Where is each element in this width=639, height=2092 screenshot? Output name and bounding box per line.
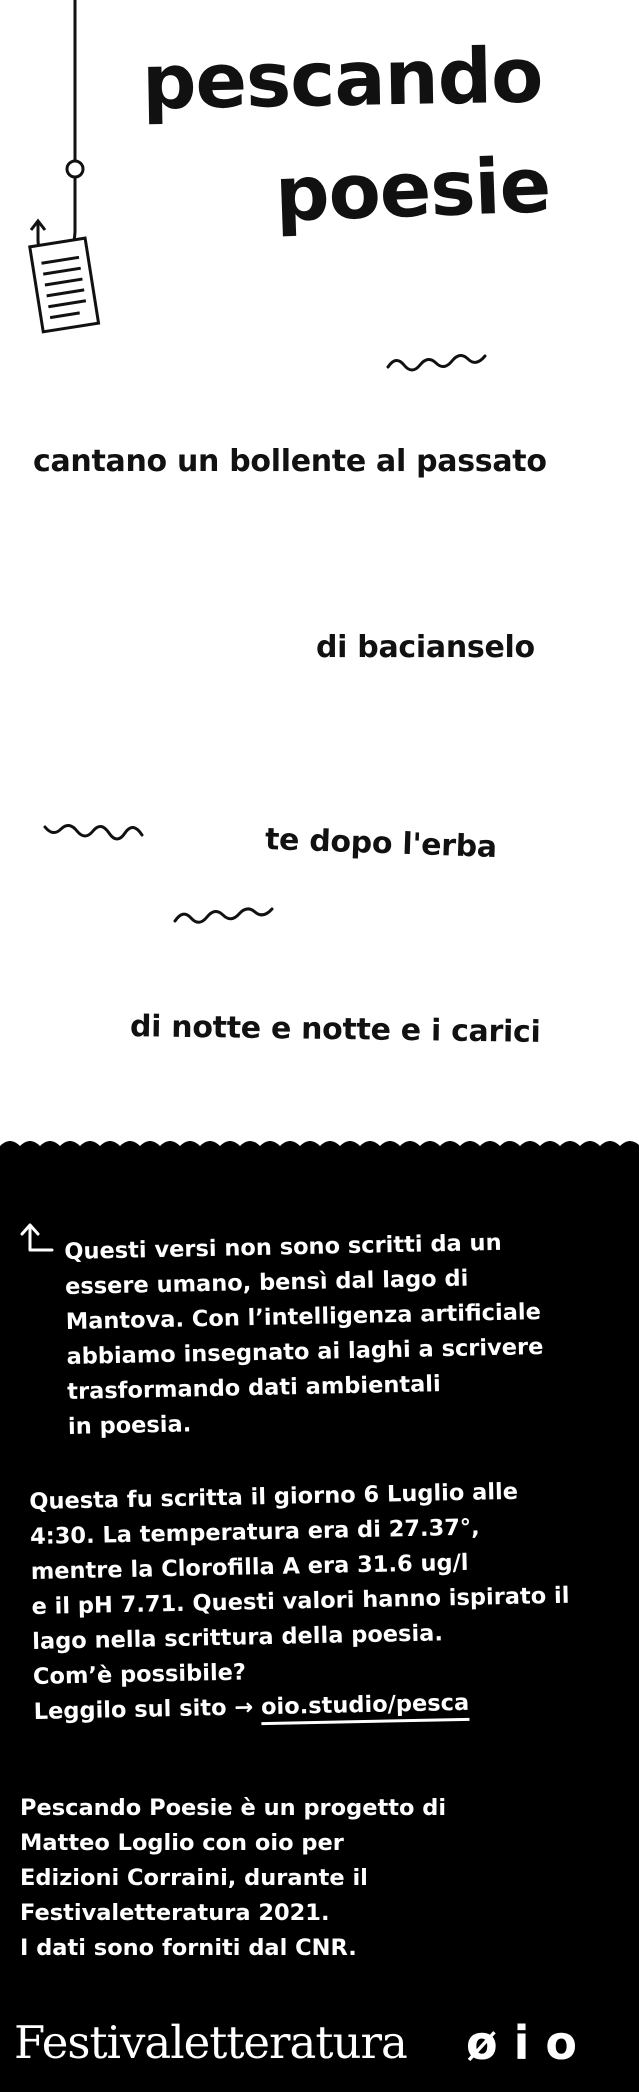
data-line: e il pH 7.71. Questi valori hanno ispirato il: [31, 1582, 570, 1620]
website-link[interactable]: oio.studio/pesca: [260, 1689, 470, 1721]
data-paragraph: [29, 1474, 572, 1730]
verse-line: cantano un bollente al passato: [33, 444, 547, 479]
data-line: Com’è possibile?: [32, 1659, 247, 1690]
credit-line: I dati sono forniti dal CNR.: [20, 1935, 357, 1961]
intro-line: trasformando dati ambientali: [67, 1371, 441, 1405]
intro-paragraph: [64, 1225, 545, 1445]
intro-line: abbiamo insegnato ai laghi a scrivere: [66, 1333, 544, 1370]
title-line-1: pescando: [141, 30, 543, 127]
wave-squiggle-icon: [172, 903, 276, 927]
wave-squiggle-icon: [385, 350, 489, 374]
credit-line: Edizioni Corraini, durante il: [20, 1865, 368, 1891]
wave-squiggle-icon: [42, 820, 146, 844]
credit-line: Festivaletteratura 2021.: [20, 1900, 330, 1926]
intro-line: essere umano, bensì dal lago di: [64, 1265, 469, 1300]
intro-line: Questi versi non sono scritti da un: [64, 1229, 502, 1265]
return-up-arrow-icon: [20, 1220, 54, 1254]
data-line: Questa fu scritta il giorno 6 Luglio alle: [29, 1478, 519, 1515]
info-section: [0, 1150, 639, 2092]
intro-line: Mantova. Con l’intelligenza artificiale: [65, 1299, 542, 1335]
verse-line: di bacianselo: [316, 630, 535, 665]
data-line: mentre la Clorofilla A era 31.6 ug/l: [30, 1549, 469, 1585]
credit-line: Matteo Loglio con oio per: [20, 1830, 344, 1856]
fishing-hook-paper-icon: [20, 0, 130, 350]
credits-paragraph: [20, 1791, 446, 1966]
link-prefix: Leggilo sul sito →: [33, 1694, 254, 1725]
data-line: lago nella scrittura della poesia.: [32, 1620, 444, 1655]
intro-line: in poesia.: [67, 1411, 192, 1440]
title-line-2: poesie: [273, 140, 552, 239]
oio-logo: ø i o: [466, 2016, 578, 2070]
verse-line: te dopo l'erba: [264, 821, 498, 866]
festivaletteratura-logo: Festivaletteratura: [14, 2016, 407, 2069]
verse-line: di notte e notte e i carici: [129, 1009, 541, 1050]
data-line: 4:30. La temperatura era di 27.37°,: [29, 1514, 480, 1550]
credit-line: Pescando Poesie è un progetto di: [20, 1795, 447, 1821]
